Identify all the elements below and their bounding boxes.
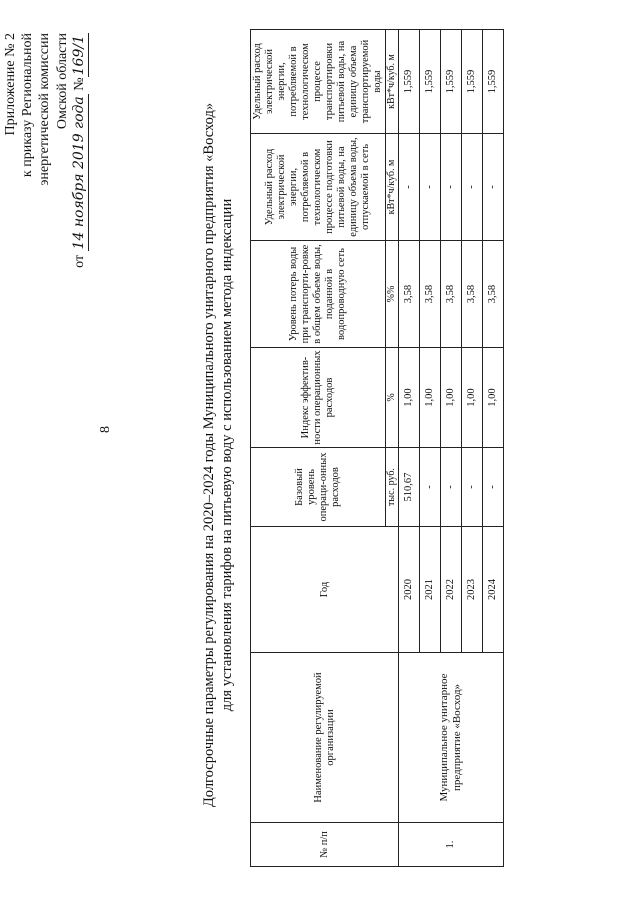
cell-energy-prep: - — [441, 134, 462, 241]
cell-loss: 3,58 — [441, 241, 462, 348]
cell-energy-transport: 1,559 — [420, 30, 441, 134]
cell-index: 1,00 — [399, 348, 420, 448]
appendix-commission-line: энергетической комиссии — [37, 33, 53, 186]
document-title — [200, 25, 236, 885]
cell-base: - — [462, 448, 483, 527]
cell-index: 1,00 — [462, 348, 483, 448]
cell-energy-transport: 1,559 — [441, 30, 462, 134]
org-number: 1. — [399, 823, 504, 867]
cell-base: 510,67 — [399, 448, 420, 527]
cell-energy-prep: - — [483, 134, 504, 241]
cell-loss: 3,58 — [399, 241, 420, 348]
cell-index: 1,00 — [441, 348, 462, 448]
cell-base: - — [420, 448, 441, 527]
cell-energy-prep: - — [420, 134, 441, 241]
header-num: № п/п — [251, 823, 399, 867]
header-loss: Уровень потерь воды при транспорти-ровке в общем объеме воды, поданной в водопроводную сеть — [251, 241, 386, 348]
number-prefix: № — [71, 77, 87, 91]
cell-year: 2021 — [420, 527, 441, 653]
unit-base: тыс. руб. — [386, 448, 399, 527]
handwritten-number: 169/1 — [71, 33, 89, 77]
appendix-block — [2, 33, 89, 333]
parameters-table — [250, 29, 504, 867]
org-name: Муниципальное унитарное предприятие «Восход» — [399, 653, 504, 823]
header-index: Индекс эффектив-ности операционных расходов — [251, 348, 386, 448]
cell-loss: 3,58 — [420, 241, 441, 348]
date-prefix: от — [71, 254, 87, 268]
header-energy-transport: Удельный расход электрической энергии, потребляемой в технологическом процессе транспортировки питьевой воды, на единицу объема транспортируемой воды — [251, 30, 386, 134]
appendix-region-line: Омской области — [54, 33, 70, 130]
unit-energy-transport: кВт*ч/куб. м — [386, 30, 399, 134]
handwritten-date: 14 ноября 2019 года — [71, 94, 89, 251]
cell-year: 2024 — [483, 527, 504, 653]
header-year: Год — [251, 527, 399, 653]
cell-base: - — [441, 448, 462, 527]
header-energy-prep: Удельный расход электрической энергии, потребляемой в технологическом процессе подготовки питьевой воды, на единицу объема воды, отпускаемой в сеть — [251, 134, 386, 241]
cell-energy-prep: - — [399, 134, 420, 241]
cell-year: 2023 — [462, 527, 483, 653]
table-row — [399, 30, 420, 867]
appendix-date-line — [71, 33, 89, 333]
cell-year: 2020 — [399, 527, 420, 653]
unit-index: % — [386, 348, 399, 448]
cell-energy-prep: - — [462, 134, 483, 241]
cell-loss: 3,58 — [462, 241, 483, 348]
header-row — [251, 30, 386, 867]
title-line-2: для установления тарифов на питьевую воду с использованием метода индексации — [219, 198, 235, 712]
cell-energy-transport: 1,559 — [483, 30, 504, 134]
page-number: 8 — [98, 426, 113, 433]
cell-loss: 3,58 — [483, 241, 504, 348]
appendix-order-line: к приказу Региональной — [20, 33, 36, 178]
cell-index: 1,00 — [420, 348, 441, 448]
unit-loss: %% — [386, 241, 399, 348]
cell-base: - — [483, 448, 504, 527]
title-line-1: Долгосрочные параметры регулирования на 2020–2024 годы Муниципального унитарного предприятия «Восход» — [201, 102, 217, 808]
header-org: Наименование регулируемой организации — [251, 653, 399, 823]
appendix-title: Приложение № 2 — [3, 33, 18, 136]
header-base: Базовый уровень операци-онных расходов — [251, 448, 386, 527]
cell-energy-transport: 1,559 — [399, 30, 420, 134]
cell-energy-transport: 1,559 — [462, 30, 483, 134]
cell-index: 1,00 — [483, 348, 504, 448]
cell-year: 2022 — [441, 527, 462, 653]
unit-energy-prep: кВт*ч/куб. м — [386, 134, 399, 241]
